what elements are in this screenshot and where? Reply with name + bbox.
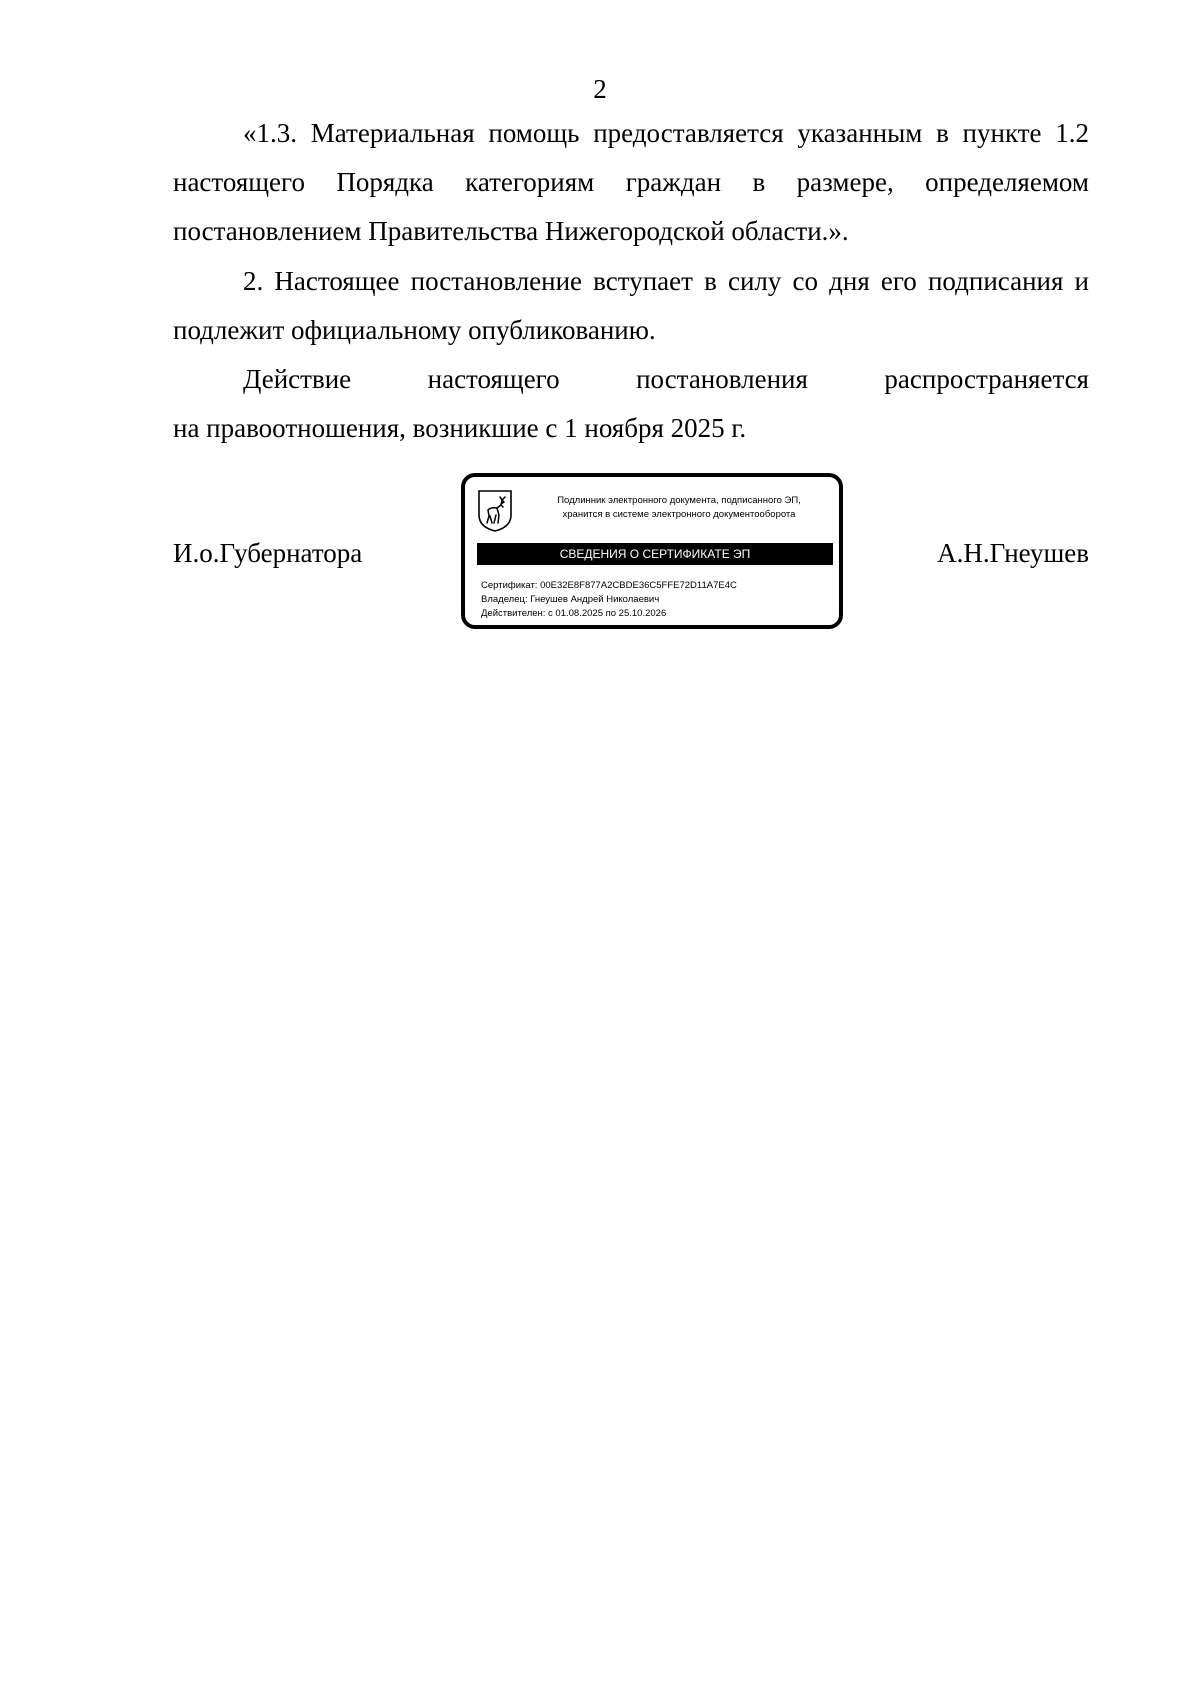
paragraph-1-3-text: «1.3. Материальная помощь предоставляется указанным в пункте 1.2 настоящего Порядка категориям граждан в размере, определяемом постановлением Правительства Нижегородской области.». [173, 118, 1089, 246]
stamp-validity: Действителен: с 01.08.2025 по 25.10.2026 [481, 608, 667, 619]
stamp-details [481, 579, 737, 621]
stamp-title-bar: СВЕДЕНИЯ О СЕРТИФИКАТЕ ЭП [477, 543, 833, 565]
stamp-certificate: Сертификат: 00E32E8F877A2CBDE36C5FFE72D11A7E4C [481, 580, 737, 591]
paragraph-3-word: постановления [636, 364, 808, 394]
paragraph-3-word: Действие [243, 364, 352, 394]
paragraph-3-line-2: на правоотношения, возникшие с 1 ноября 2025 г. [173, 413, 747, 443]
page-number: 2 [593, 74, 607, 104]
stamp-header-line: хранится в системе электронного документооборота [562, 509, 796, 520]
stamp-owner: Владелец: Гнеушев Андрей Николаевич [481, 594, 660, 605]
paragraph-3-word: настоящего [427, 364, 560, 394]
electronic-signature-stamp [461, 473, 843, 629]
paragraph-3-word: распространяется [884, 364, 1089, 394]
paragraph-2-text: 2. Настоящее постановление вступает в силу со дня его подписания и подлежит официальному опубликованию. [173, 266, 1089, 345]
stamp-header-line: Подлинник электронного документа, подписанного ЭП, [557, 495, 801, 506]
stamp-header [521, 494, 837, 522]
deer-emblem-icon [477, 489, 513, 533]
paragraph-1-3 [173, 109, 1089, 256]
signatory-position: И.о.Губернатора [173, 538, 363, 568]
paragraph-3-line-1 [173, 355, 1089, 404]
paragraph-2 [173, 257, 1089, 355]
signatory-name: А.Н.Гнеушев [937, 538, 1089, 568]
